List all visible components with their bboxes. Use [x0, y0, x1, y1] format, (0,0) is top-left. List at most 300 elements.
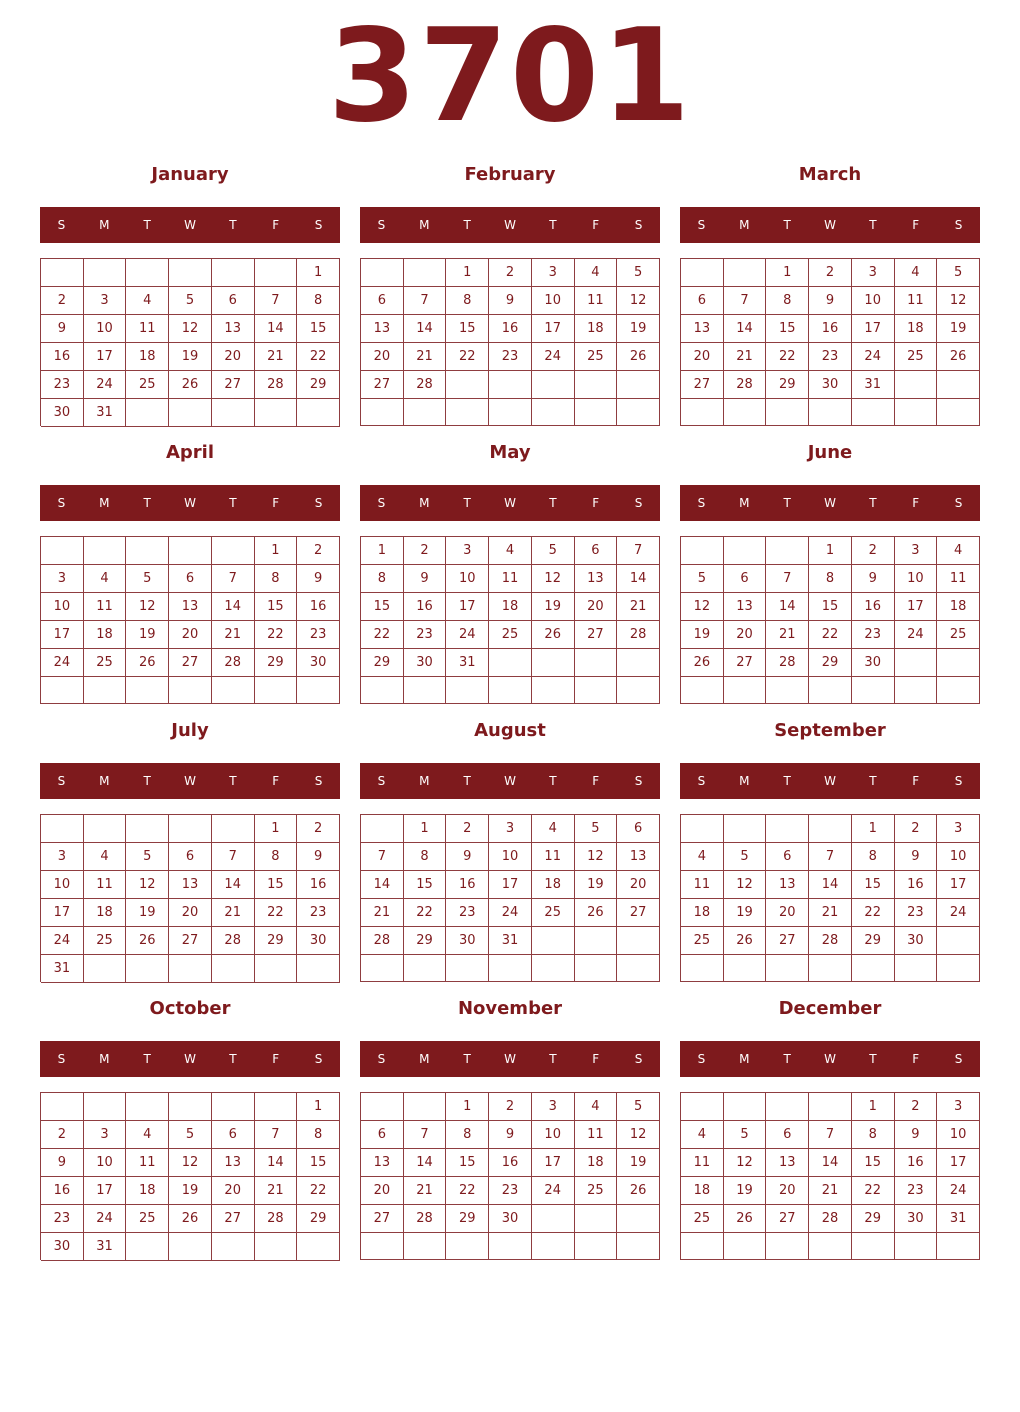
- day-cell: 11: [532, 843, 575, 871]
- empty-day-cell: [169, 399, 212, 427]
- day-cell: 19: [169, 1177, 212, 1205]
- empty-day-cell: [617, 927, 660, 955]
- weekday-label: S: [377, 1052, 386, 1066]
- day-cell: 27: [766, 927, 809, 955]
- weekday-label: F: [912, 774, 920, 788]
- day-cell: 5: [169, 287, 212, 315]
- empty-day-cell: [532, 1233, 575, 1260]
- weekday-label: T: [869, 1052, 877, 1066]
- weekday-label: T: [143, 774, 151, 788]
- day-cell: 10: [937, 843, 980, 871]
- day-cell: 12: [617, 287, 660, 315]
- empty-day-cell: [169, 677, 212, 704]
- empty-day-cell: [297, 677, 340, 704]
- day-cell: 26: [575, 899, 618, 927]
- day-cell: 28: [255, 371, 298, 399]
- empty-day-cell: [446, 1233, 489, 1260]
- day-cell: 6: [169, 843, 212, 871]
- day-cell: 10: [41, 593, 84, 621]
- weekday-label: S: [697, 496, 706, 510]
- day-cell: 17: [41, 621, 84, 649]
- day-cell: 4: [895, 259, 938, 287]
- day-cell: 3: [895, 537, 938, 565]
- day-cell: 3: [489, 815, 532, 843]
- day-cell: 13: [575, 565, 618, 593]
- day-cell: 28: [361, 927, 404, 955]
- day-cell: 5: [532, 537, 575, 565]
- weekday-label: T: [143, 218, 151, 232]
- weekday-header: [360, 485, 660, 521]
- empty-day-cell: [766, 677, 809, 704]
- day-cell: 2: [297, 537, 340, 565]
- day-cell: 5: [617, 1093, 660, 1121]
- day-cell: 16: [297, 593, 340, 621]
- empty-day-cell: [489, 649, 532, 677]
- empty-day-cell: [212, 537, 255, 565]
- month-title: January: [151, 164, 229, 185]
- day-cell: 27: [212, 371, 255, 399]
- empty-day-cell: [681, 1093, 724, 1121]
- day-cell: 16: [404, 593, 447, 621]
- weekday-header: [680, 763, 980, 799]
- weekday-label: T: [783, 496, 791, 510]
- day-cell: 2: [489, 1093, 532, 1121]
- day-cell: 26: [617, 1177, 660, 1205]
- day-cell: 14: [809, 1149, 852, 1177]
- empty-day-cell: [404, 1093, 447, 1121]
- empty-day-cell: [809, 815, 852, 843]
- day-cell: 2: [41, 287, 84, 315]
- day-cell: 3: [41, 565, 84, 593]
- empty-day-cell: [937, 1233, 980, 1260]
- day-cell: 28: [212, 927, 255, 955]
- day-cell: 1: [766, 259, 809, 287]
- day-cell: 10: [489, 843, 532, 871]
- day-cell: 9: [895, 1121, 938, 1149]
- weekday-label: S: [377, 774, 386, 788]
- weekday-label: T: [549, 218, 557, 232]
- day-cell: 27: [681, 371, 724, 399]
- empty-day-cell: [724, 537, 767, 565]
- empty-day-cell: [169, 259, 212, 287]
- day-cell: 24: [532, 343, 575, 371]
- empty-day-cell: [84, 955, 127, 983]
- day-cell: 29: [255, 927, 298, 955]
- day-cell: 10: [895, 565, 938, 593]
- empty-day-cell: [126, 677, 169, 704]
- day-cell: 6: [617, 815, 660, 843]
- year-title: 3701: [327, 2, 693, 151]
- weekday-label: W: [504, 1052, 516, 1066]
- empty-day-cell: [404, 1233, 447, 1260]
- day-cell: 22: [852, 1177, 895, 1205]
- weekday-label: S: [377, 218, 386, 232]
- month-title: April: [165, 442, 215, 463]
- weekday-label: T: [463, 496, 471, 510]
- day-cell: 17: [489, 871, 532, 899]
- month-title: September: [774, 720, 886, 741]
- day-cell: 20: [766, 899, 809, 927]
- day-cell: 24: [41, 649, 84, 677]
- day-cell: 28: [617, 621, 660, 649]
- weekday-label: F: [592, 496, 600, 510]
- day-cell: 19: [724, 1177, 767, 1205]
- day-cell: 20: [212, 1177, 255, 1205]
- day-cell: 26: [681, 649, 724, 677]
- day-cell: 24: [937, 1177, 980, 1205]
- day-cell: 7: [361, 843, 404, 871]
- empty-day-cell: [852, 399, 895, 426]
- empty-day-cell: [446, 955, 489, 982]
- empty-day-cell: [575, 955, 618, 982]
- day-cell: 7: [809, 1121, 852, 1149]
- empty-day-cell: [575, 649, 618, 677]
- empty-day-cell: [681, 677, 724, 704]
- weekday-label: S: [954, 218, 963, 232]
- day-cell: 19: [169, 343, 212, 371]
- month-title: October: [149, 998, 231, 1019]
- day-cell: 13: [169, 593, 212, 621]
- empty-day-cell: [575, 399, 618, 426]
- empty-day-cell: [532, 1205, 575, 1233]
- day-grid: [680, 536, 980, 704]
- day-cell: 9: [809, 287, 852, 315]
- day-cell: 3: [84, 287, 127, 315]
- day-cell: 27: [766, 1205, 809, 1233]
- day-cell: 17: [41, 899, 84, 927]
- day-cell: 22: [852, 899, 895, 927]
- day-cell: 12: [126, 871, 169, 899]
- day-cell: 18: [84, 899, 127, 927]
- day-cell: 8: [297, 287, 340, 315]
- day-cell: 12: [937, 287, 980, 315]
- weekday-label: M: [419, 218, 430, 232]
- day-cell: 21: [724, 343, 767, 371]
- day-cell: 8: [446, 287, 489, 315]
- weekday-header: [680, 485, 980, 521]
- day-cell: 25: [937, 621, 980, 649]
- day-cell: 14: [255, 315, 298, 343]
- day-cell: 20: [361, 343, 404, 371]
- weekday-label: M: [99, 496, 110, 510]
- empty-day-cell: [297, 399, 340, 427]
- empty-day-cell: [532, 649, 575, 677]
- day-cell: 17: [937, 1149, 980, 1177]
- day-cell: 26: [126, 649, 169, 677]
- weekday-label: M: [739, 496, 750, 510]
- day-cell: 23: [404, 621, 447, 649]
- weekday-label: F: [272, 218, 280, 232]
- day-cell: 16: [446, 871, 489, 899]
- empty-day-cell: [809, 1233, 852, 1260]
- day-cell: 22: [446, 343, 489, 371]
- day-cell: 23: [41, 1205, 84, 1233]
- weekday-label: F: [272, 496, 280, 510]
- day-cell: 15: [297, 1149, 340, 1177]
- day-cell: 25: [126, 371, 169, 399]
- weekday-header: [40, 207, 340, 243]
- empty-day-cell: [681, 1233, 724, 1260]
- day-cell: 11: [895, 287, 938, 315]
- day-cell: 7: [766, 565, 809, 593]
- day-cell: 3: [532, 1093, 575, 1121]
- day-cell: 21: [617, 593, 660, 621]
- day-cell: 17: [84, 1177, 127, 1205]
- day-cell: 15: [255, 871, 298, 899]
- empty-day-cell: [937, 955, 980, 982]
- weekday-label: W: [824, 496, 836, 510]
- empty-day-cell: [895, 371, 938, 399]
- empty-day-cell: [297, 955, 340, 983]
- day-cell: 28: [724, 371, 767, 399]
- day-cell: 21: [212, 621, 255, 649]
- day-cell: 2: [895, 815, 938, 843]
- day-grid: [680, 1092, 980, 1260]
- day-cell: 15: [404, 871, 447, 899]
- empty-day-cell: [617, 1233, 660, 1260]
- day-cell: 23: [297, 899, 340, 927]
- empty-day-cell: [617, 649, 660, 677]
- day-cell: 24: [446, 621, 489, 649]
- empty-day-cell: [809, 1093, 852, 1121]
- day-cell: 23: [446, 899, 489, 927]
- empty-day-cell: [126, 537, 169, 565]
- day-cell: 13: [361, 315, 404, 343]
- day-grid: [680, 258, 980, 426]
- weekday-label: S: [314, 1052, 323, 1066]
- weekday-label: W: [824, 774, 836, 788]
- weekday-label: S: [697, 218, 706, 232]
- weekday-label: W: [504, 496, 516, 510]
- day-cell: 12: [532, 565, 575, 593]
- day-cell: 3: [937, 815, 980, 843]
- day-cell: 12: [724, 1149, 767, 1177]
- empty-day-cell: [84, 815, 127, 843]
- day-cell: 6: [361, 287, 404, 315]
- weekday-label: F: [592, 218, 600, 232]
- empty-day-cell: [84, 677, 127, 704]
- day-cell: 21: [766, 621, 809, 649]
- day-cell: 15: [255, 593, 298, 621]
- day-grid: [40, 1092, 340, 1260]
- day-cell: 7: [255, 1121, 298, 1149]
- day-cell: 11: [575, 287, 618, 315]
- day-cell: 29: [255, 649, 298, 677]
- day-cell: 11: [489, 565, 532, 593]
- empty-day-cell: [126, 1233, 169, 1261]
- empty-day-cell: [852, 955, 895, 982]
- weekday-label: M: [739, 774, 750, 788]
- weekday-header: [360, 207, 660, 243]
- empty-day-cell: [809, 399, 852, 426]
- day-cell: 17: [446, 593, 489, 621]
- weekday-label: T: [549, 774, 557, 788]
- day-cell: 28: [212, 649, 255, 677]
- day-cell: 28: [255, 1205, 298, 1233]
- day-cell: 16: [809, 315, 852, 343]
- day-cell: 10: [446, 565, 489, 593]
- day-cell: 27: [212, 1205, 255, 1233]
- day-cell: 8: [361, 565, 404, 593]
- day-cell: 14: [617, 565, 660, 593]
- weekday-label: W: [504, 218, 516, 232]
- day-cell: 11: [937, 565, 980, 593]
- day-cell: 28: [809, 1205, 852, 1233]
- day-cell: 7: [617, 537, 660, 565]
- day-cell: 30: [446, 927, 489, 955]
- day-grid: [40, 258, 340, 426]
- day-cell: 25: [84, 927, 127, 955]
- day-cell: 20: [575, 593, 618, 621]
- day-cell: 8: [404, 843, 447, 871]
- day-cell: 3: [937, 1093, 980, 1121]
- day-cell: 14: [809, 871, 852, 899]
- day-cell: 8: [852, 843, 895, 871]
- empty-day-cell: [41, 1093, 84, 1121]
- month-title: February: [464, 164, 556, 185]
- empty-day-cell: [212, 1093, 255, 1121]
- day-cell: 5: [937, 259, 980, 287]
- empty-day-cell: [169, 955, 212, 983]
- day-cell: 8: [809, 565, 852, 593]
- day-cell: 2: [297, 815, 340, 843]
- empty-day-cell: [575, 677, 618, 704]
- day-cell: 20: [169, 899, 212, 927]
- day-cell: 12: [169, 1149, 212, 1177]
- day-cell: 25: [532, 899, 575, 927]
- day-cell: 20: [169, 621, 212, 649]
- day-cell: 1: [361, 537, 404, 565]
- day-cell: 23: [297, 621, 340, 649]
- day-cell: 25: [126, 1205, 169, 1233]
- day-cell: 19: [617, 315, 660, 343]
- day-cell: 17: [84, 343, 127, 371]
- empty-day-cell: [724, 955, 767, 982]
- empty-day-cell: [361, 399, 404, 426]
- day-cell: 20: [724, 621, 767, 649]
- day-cell: 13: [681, 315, 724, 343]
- weekday-label: W: [184, 774, 196, 788]
- day-cell: 12: [575, 843, 618, 871]
- day-cell: 15: [446, 315, 489, 343]
- day-cell: 12: [724, 871, 767, 899]
- day-cell: 22: [446, 1177, 489, 1205]
- weekday-label: W: [184, 496, 196, 510]
- day-cell: 24: [84, 1205, 127, 1233]
- weekday-label: S: [634, 774, 643, 788]
- day-cell: 5: [126, 843, 169, 871]
- day-cell: 22: [404, 899, 447, 927]
- empty-day-cell: [489, 399, 532, 426]
- day-cell: 23: [489, 343, 532, 371]
- day-cell: 7: [212, 565, 255, 593]
- day-cell: 9: [489, 287, 532, 315]
- day-cell: 16: [297, 871, 340, 899]
- weekday-label: M: [419, 774, 430, 788]
- empty-day-cell: [937, 399, 980, 426]
- day-cell: 26: [169, 1205, 212, 1233]
- empty-day-cell: [575, 1205, 618, 1233]
- empty-day-cell: [532, 399, 575, 426]
- day-cell: 21: [255, 1177, 298, 1205]
- day-cell: 18: [126, 343, 169, 371]
- day-cell: 4: [126, 1121, 169, 1149]
- empty-day-cell: [169, 537, 212, 565]
- weekday-label: T: [783, 218, 791, 232]
- day-cell: 30: [297, 927, 340, 955]
- day-cell: 27: [361, 371, 404, 399]
- day-cell: 15: [852, 1149, 895, 1177]
- day-cell: 25: [84, 649, 127, 677]
- weekday-label: S: [954, 774, 963, 788]
- day-cell: 18: [937, 593, 980, 621]
- empty-day-cell: [681, 259, 724, 287]
- day-cell: 20: [681, 343, 724, 371]
- day-cell: 4: [937, 537, 980, 565]
- empty-day-cell: [724, 677, 767, 704]
- empty-day-cell: [212, 815, 255, 843]
- day-cell: 12: [126, 593, 169, 621]
- day-cell: 15: [809, 593, 852, 621]
- day-cell: 10: [84, 315, 127, 343]
- day-cell: 29: [446, 1205, 489, 1233]
- empty-day-cell: [169, 1233, 212, 1261]
- day-cell: 29: [852, 927, 895, 955]
- empty-day-cell: [724, 1093, 767, 1121]
- day-cell: 20: [617, 871, 660, 899]
- day-cell: 14: [361, 871, 404, 899]
- day-cell: 21: [361, 899, 404, 927]
- day-cell: 2: [404, 537, 447, 565]
- day-cell: 4: [575, 1093, 618, 1121]
- day-cell: 1: [852, 815, 895, 843]
- empty-day-cell: [255, 259, 298, 287]
- empty-day-cell: [446, 677, 489, 704]
- day-cell: 18: [126, 1177, 169, 1205]
- day-cell: 10: [41, 871, 84, 899]
- day-cell: 5: [575, 815, 618, 843]
- day-cell: 29: [361, 649, 404, 677]
- day-cell: 3: [532, 259, 575, 287]
- day-grid: [360, 814, 660, 982]
- day-cell: 21: [404, 1177, 447, 1205]
- weekday-label: M: [99, 1052, 110, 1066]
- day-cell: 25: [575, 343, 618, 371]
- day-cell: 6: [575, 537, 618, 565]
- day-cell: 16: [41, 1177, 84, 1205]
- day-cell: 5: [681, 565, 724, 593]
- weekday-label: M: [99, 774, 110, 788]
- weekday-label: T: [229, 218, 237, 232]
- day-cell: 26: [532, 621, 575, 649]
- weekday-label: F: [912, 218, 920, 232]
- empty-day-cell: [617, 371, 660, 399]
- day-cell: 15: [446, 1149, 489, 1177]
- weekday-label: W: [504, 774, 516, 788]
- day-cell: 1: [809, 537, 852, 565]
- day-cell: 26: [169, 371, 212, 399]
- day-cell: 14: [255, 1149, 298, 1177]
- day-grid: [40, 536, 340, 704]
- day-cell: 14: [404, 315, 447, 343]
- day-cell: 11: [681, 871, 724, 899]
- weekday-label: S: [954, 496, 963, 510]
- day-cell: 4: [84, 565, 127, 593]
- weekday-label: T: [229, 774, 237, 788]
- day-cell: 6: [766, 1121, 809, 1149]
- weekday-label: S: [314, 774, 323, 788]
- day-cell: 13: [212, 1149, 255, 1177]
